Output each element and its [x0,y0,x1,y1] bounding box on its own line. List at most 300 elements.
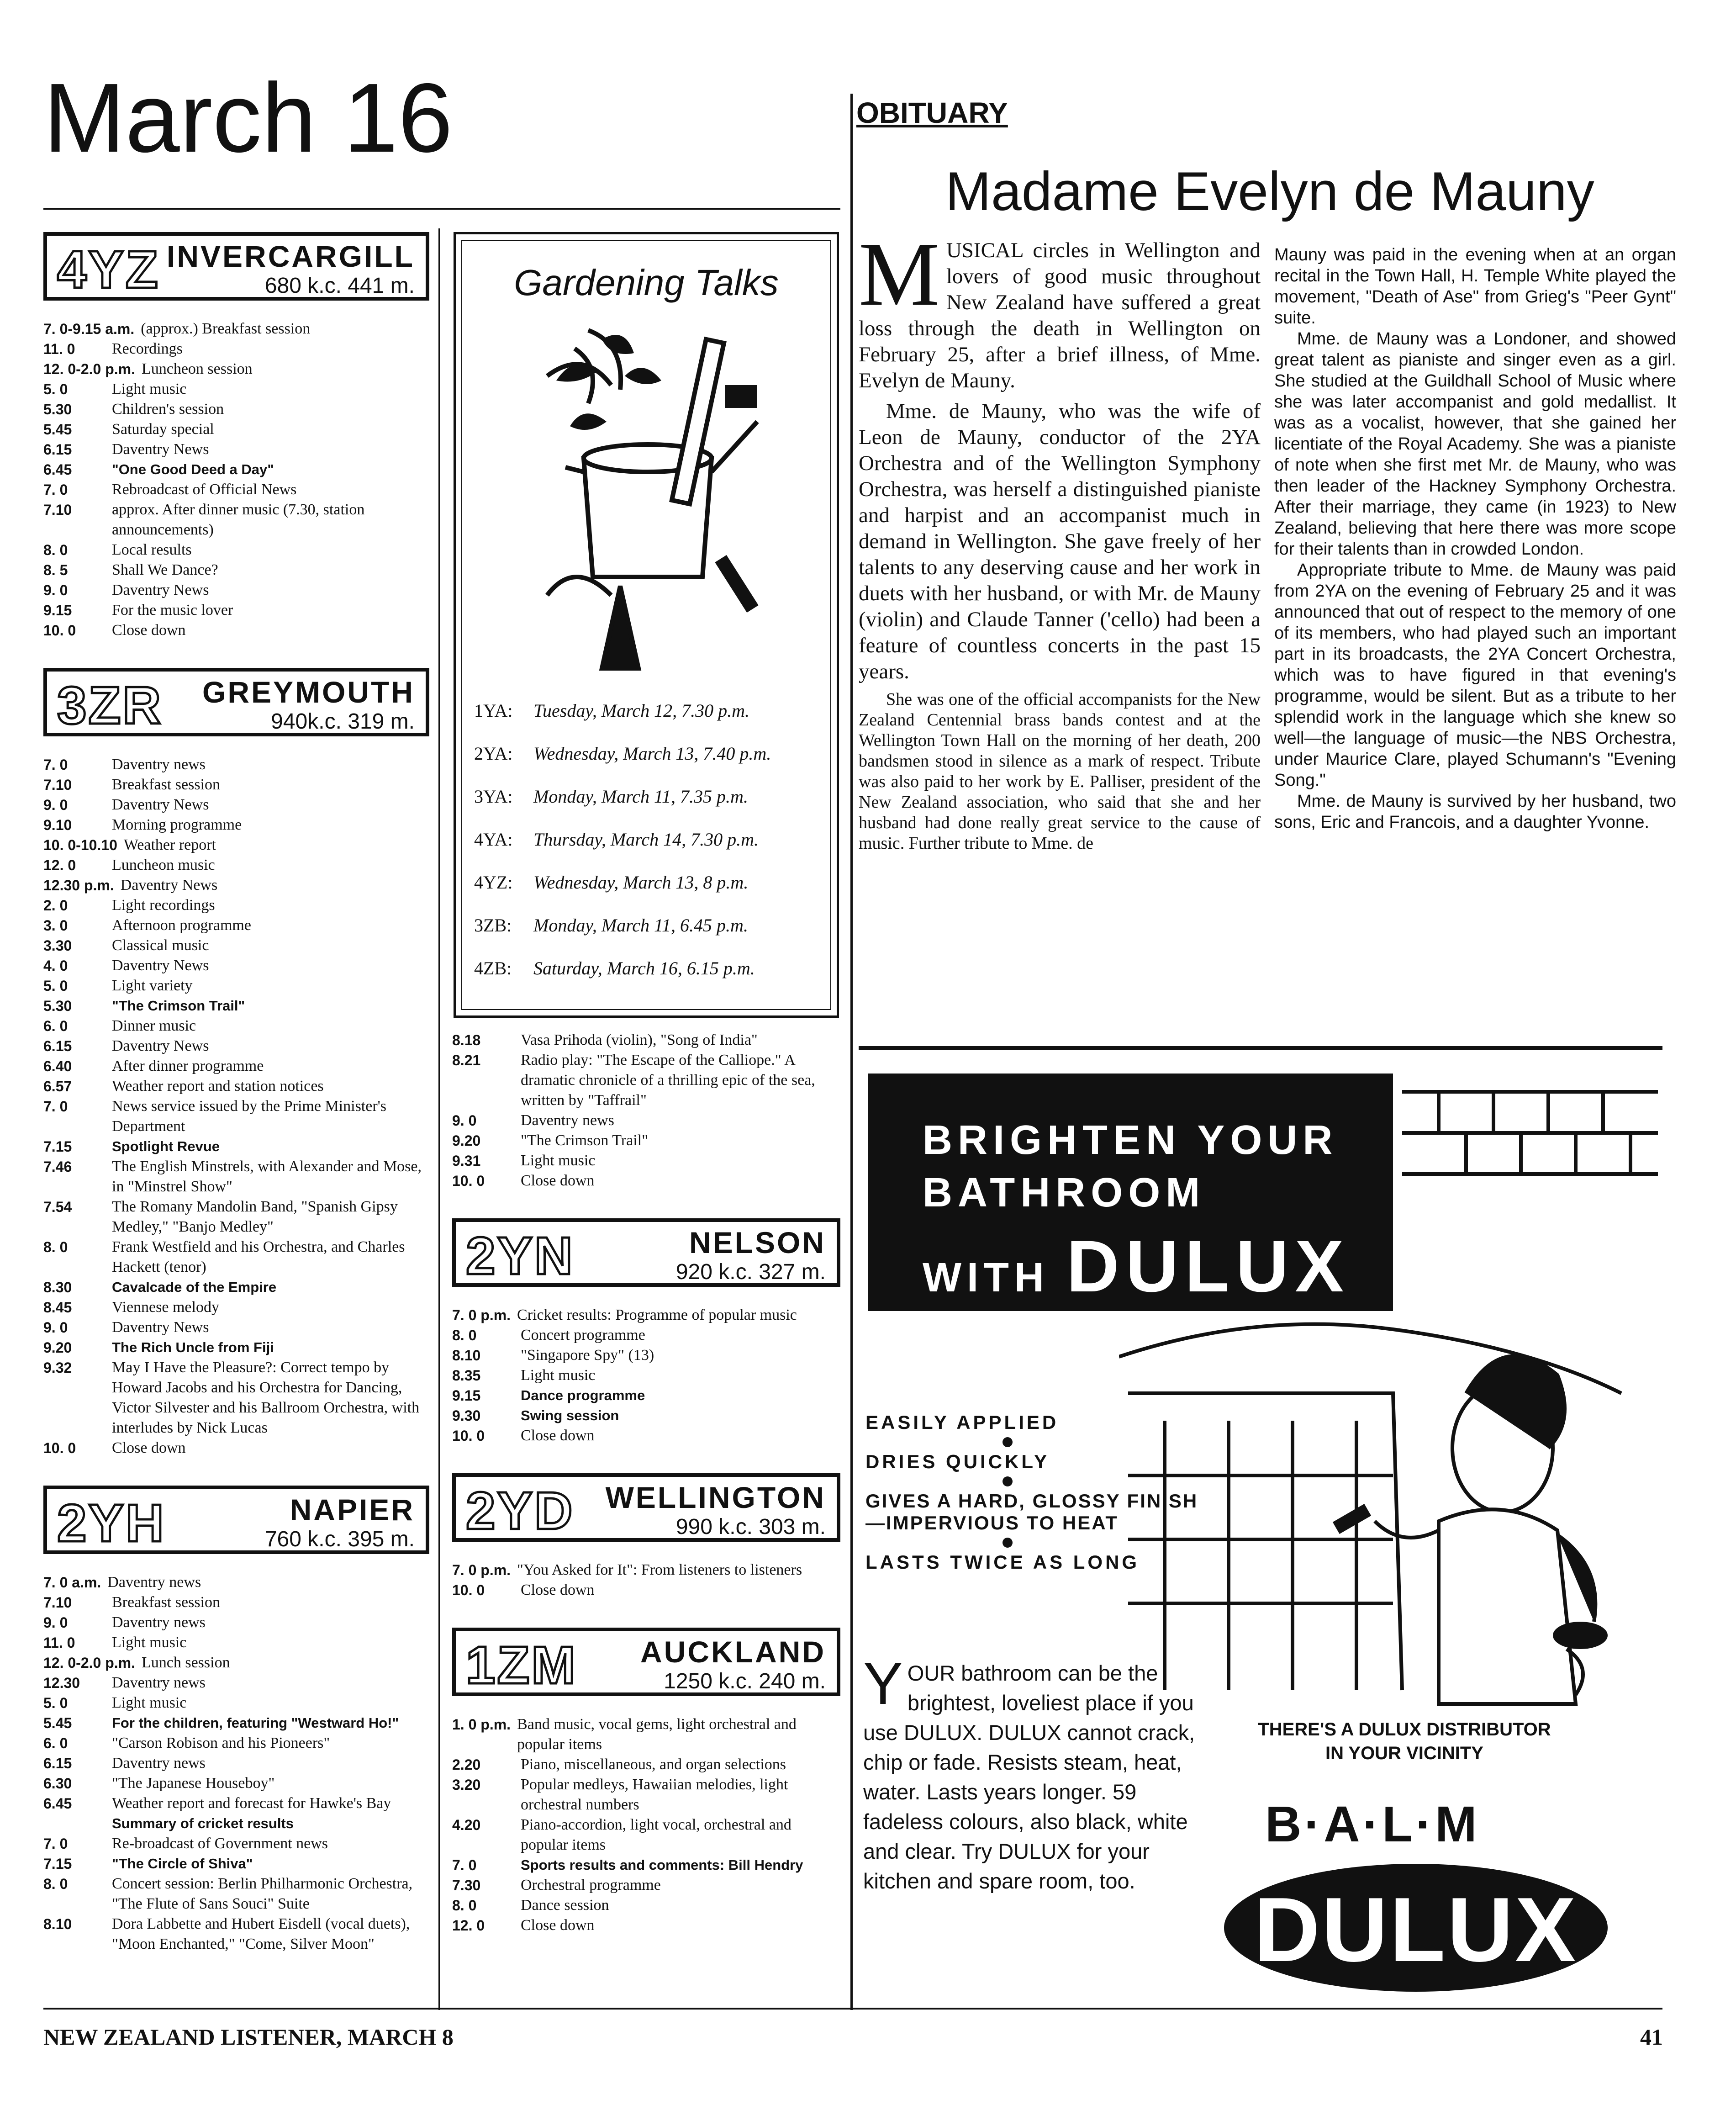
gardening-talk [474,915,812,936]
programme-title: Dinner music [112,1017,196,1034]
programme-time: 10. 0 [43,1440,76,1456]
programme-title: Local results [112,541,192,558]
programme-list [43,755,429,1458]
programme-title: Spotlight Revue [112,1138,220,1154]
station-frequency: 680 k.c. 441 m. [264,274,415,298]
programme-title: The Romany Mandolin Band, "Spanish Gipsy Medley," "Banjo Medley" [112,1198,398,1235]
programme-row [43,996,429,1016]
gardening-talk [474,829,812,850]
programme-title: Dance programme [521,1387,645,1403]
programme-row [43,1157,429,1197]
dulux-logo [1224,1864,1608,1992]
programme-time: 7. 0 [43,481,68,498]
programme-row [452,1325,840,1345]
column-divider [850,94,853,2010]
programme-time [43,1814,112,1834]
programme-time: 12. 0-2.0 p.m. [43,361,135,377]
programme-row [43,419,429,439]
programme-title: Daventry news [112,756,206,773]
header-rule [43,208,840,210]
programme-title: Daventry news [107,1574,201,1591]
programme-time: 9.32 [43,1359,72,1376]
station-city: INVERCARGILL [167,239,415,273]
programme-row [43,359,429,379]
programme-time: 9.31 [452,1153,481,1169]
programme-row [452,1755,840,1775]
gardening-talk [474,786,812,807]
programme-time: 1. 0 p.m. [452,1716,511,1733]
station-call-sign: 2YH [57,1493,166,1553]
programme-row [452,1305,840,1325]
programme-title: "The Circle of Shiva" [112,1856,253,1872]
programme-title: Daventry news [112,1614,206,1631]
programme-title: Daventry news [521,1112,614,1129]
programme-title: Concert programme [521,1327,645,1343]
programme-row [452,1386,840,1406]
programme-time: 10. 0 [452,1582,485,1598]
ad-copy-dropcap: Y [863,1650,903,1717]
programme-time: 9.10 [43,817,72,833]
programme-title: (approx.) Breakfast session [141,320,311,337]
ad-body-copy [863,1650,1201,1896]
programme-title: Daventry News [112,957,209,974]
ad-feature-4: LASTS TWICE AS LONG [865,1551,1140,1573]
ad-feature-2: DRIES QUICKLY [865,1451,1050,1472]
programme-time: 11. 0 [43,341,75,357]
programme-row [43,1076,429,1096]
ad-feature-list [865,1412,1213,1577]
station-city: AUCKLAND [640,1635,826,1669]
programme-row [452,1365,840,1386]
programme-time: 5.45 [43,1715,72,1731]
programme-time: 2.20 [452,1756,481,1773]
programme-row [43,1358,429,1438]
programme-time: 12. 0 [452,1917,485,1934]
programme-row [43,1297,429,1317]
programme-time: 4. 0 [43,957,68,974]
talk-time: Wednesday, March 13, 8 p.m. [533,872,749,893]
talk-station: 4YZ: [474,872,513,893]
programme-title: Swing session [521,1407,619,1423]
programme-time: 9.20 [452,1132,481,1149]
programme-title: Close down [521,1427,595,1444]
obituary-paragraph-1: USICAL circles in Wellington and lovers of good music throughout New Zealand have suffered a great loss through the death in Wellington on February 25, after a brief illness, of Mme. Evelyn de Mauny. [859,238,1261,392]
programme-title: Breakfast session [112,776,221,793]
obituary-column-2 [1274,244,1676,833]
programme-title: Close down [521,1581,595,1598]
station-call-sign: 2YD [466,1481,575,1540]
programme-time: 6. 0 [43,1018,68,1034]
talk-time: Wednesday, March 13, 7.40 p.m. [533,743,771,764]
programme-row [43,580,429,600]
programme-title: Close down [521,1917,595,1934]
programme-row [43,795,429,815]
programme-row [452,1111,840,1131]
programme-row [43,319,429,339]
programme-time: 9. 0 [43,582,68,598]
programme-time: 6.30 [43,1775,72,1792]
station-header-2yd [452,1473,840,1542]
programme-title: Weather report and forecast for Hawke's Bay [112,1795,391,1812]
programme-title: "The Crimson Trail" [112,998,245,1014]
programme-row [452,1714,840,1755]
programme-title: Daventry news [112,1755,206,1772]
programme-row [43,1673,429,1693]
ad-distributor-line-1: THERE'S A DULUX DISTRIBUTOR [1258,1719,1551,1740]
programme-time: 7.46 [43,1158,72,1175]
programme-row [452,1775,840,1815]
programme-title: Rebroadcast of Official News [112,481,297,498]
programme-time: 9.15 [43,602,72,619]
programme-row [452,1815,840,1855]
programme-title: After dinner programme [112,1058,264,1074]
bullet-dot-icon [1003,1476,1013,1486]
programme-title: Re-broadcast of Government news [112,1835,328,1852]
station-call-sign: 3ZR [57,676,163,735]
programme-title: Luncheon session [141,360,253,377]
programme-time: 11. 0 [43,1634,75,1651]
programme-title: Cricket results: Programme of popular music [517,1306,797,1323]
obituary-rule [859,1046,1662,1050]
programme-row [43,1438,429,1458]
programme-time: 9. 0 [43,1319,68,1336]
programme-title: Weather report and station notices [112,1078,324,1095]
station-header-3zr [43,668,429,736]
programme-time: 6.15 [43,1038,72,1054]
programme-time: 9. 0 [43,797,68,813]
programme-title: Piano-accordion, light vocal, orchestral and popular items [521,1816,791,1853]
programme-time: 7.10 [43,777,72,793]
programme-row [43,1096,429,1137]
programme-title: Breakfast session [112,1594,221,1611]
programme-row [43,1733,429,1753]
programme-time: 10. 0 [43,622,76,639]
ad-distributor-line-2: IN YOUR VICINITY [1325,1743,1483,1763]
ad-distributor-note [1215,1718,1594,1765]
programme-title: Daventry News [112,582,209,598]
programme-list [452,1305,840,1446]
talk-time: Monday, March 11, 7.35 p.m. [533,786,748,807]
programme-row [43,1773,429,1793]
programme-row [452,1580,840,1600]
obituary-paragraph-3: She was one of the official accompanists for the New Zealand Centennial brass bands contest and at the Wellington Town Hall on the morning of her death, 200 bandsmen stood in silence as a mark of respect. Tribute was also paid to her work by E. Palliser, president of the New Zealand association, who said that she and her husband had done really great service to the cause of music. Further tribute to Mme. de [859,690,1261,853]
obituary-dropcap: M [859,224,940,325]
programme-title: Light recordings [112,897,215,914]
ad-headline-with: WITH [923,1255,1066,1301]
programme-row [43,1036,429,1056]
programme-title: "You Asked for It": From listeners to listeners [517,1561,802,1578]
footer-page-number: 41 [1640,2024,1663,2050]
programme-title: For the children, featuring "Westward Ho!" [112,1715,399,1731]
station-frequency: 940k.c. 319 m. [271,709,415,734]
obituary-paragraph-4: Mauny was paid in the evening when at an organ recital in the Town Hall, H. Temple White played the movement, "Death of Ase" from Grieg's "Peer Gynt" suite. [1274,245,1676,328]
programme-title: Daventry News [112,1319,209,1336]
gardening-title: Gardening Talks [514,262,779,303]
programme-row [452,1426,840,1446]
programme-title: Viennese melody [112,1299,219,1316]
programme-time: 8.30 [43,1279,72,1296]
programme-time: 5. 0 [43,978,68,994]
programme-row [452,1151,840,1171]
programme-time: 7. 0 a.m. [43,1574,101,1591]
gardening-talks-list [474,700,812,1001]
ad-copy-text: OUR bathroom can be the brightest, loveliest place if you use DULUX. DULUX cannot crack, chip or fade. Resists steam, heat, water. Lasts years longer. 59 fadeless colours, also black, white and clear. Try DULUX for your kitchen and spare room, too. [863,1661,1195,1893]
programme-time: 6.57 [43,1078,72,1095]
programme-title: "One Good Deed a Day" [112,461,274,477]
programme-row [43,895,429,915]
programme-row [452,1050,840,1111]
programme-time: 9.15 [452,1387,481,1404]
programme-row [43,1016,429,1036]
programme-row [452,1131,840,1151]
station-header-4yz [43,232,429,301]
ad-headline-line-2: BATHROOM [923,1170,1206,1216]
balm-wordmark: B·A·L·M [1265,1796,1480,1852]
programme-row [43,1277,429,1297]
programme-time: 8.35 [452,1367,481,1384]
programme-title: Light variety [112,977,193,994]
programme-time: 12. 0 [43,857,76,873]
programme-title: Lunch session [141,1654,230,1671]
programme-row [43,339,429,359]
programme-title: Light music [521,1367,596,1384]
ad-headline-line-1: BRIGHTEN YOUR [923,1117,1338,1163]
station-city: WELLINGTON [605,1481,826,1514]
obituary-paragraph-7: Mme. de Mauny is survived by her husband, two sons, Eric and Francois, and a daughter Yvonne. [1274,792,1676,832]
programme-time: 6. 0 [43,1735,68,1751]
programme-title: Light music [521,1152,596,1169]
programme-title: Popular medleys, Hawaiian melodies, light orchestral numbers [521,1776,788,1813]
programme-title: Dance session [521,1897,609,1914]
programme-title: News service issued by the Prime Minister's Department [112,1098,387,1135]
programme-title: Concert session: Berlin Philharmonic Orchestra, "The Flute of Sans Souci" Suite [112,1875,413,1912]
station-frequency: 920 k.c. 327 m. [675,1260,826,1284]
station-call-sign: 1ZM [466,1635,577,1695]
programme-row [452,1171,840,1191]
programme-time: 6.45 [43,461,72,478]
programme-title: Saturday special [112,421,214,438]
programme-row [43,875,429,895]
programme-title: "The Crimson Trail" [521,1132,649,1149]
programme-title: Daventry news [112,1674,206,1691]
talk-station: 4YA: [474,829,513,850]
programme-row [43,1056,429,1076]
programme-list [43,1572,429,1954]
ad-headline-brand: DULUX [1066,1225,1351,1307]
programme-row [43,1713,429,1733]
programme-title: Light music [112,1634,187,1651]
programme-title: Radio play: "The Escape of the Calliope." A dramatic chronicle of a thrilling epic of the sea, written by "Taffrail" [521,1052,815,1109]
programme-row [43,1753,429,1773]
programme-row [43,815,429,835]
obituary-label: OBITUARY [856,96,1008,129]
talk-time: Monday, March 11, 6.45 p.m. [533,915,748,936]
programme-time: 8. 0 [43,542,68,558]
programme-time: 5. 0 [43,381,68,397]
programme-row [452,1030,840,1050]
ad-feature-3: GIVES A HARD, GLOSSY FINISH—IMPERVIOUS TO HEAT [865,1490,1198,1534]
programme-title: Daventry News [120,877,218,894]
gardening-talks-box [454,232,839,1018]
programme-row [452,1895,840,1915]
programme-row [43,1613,429,1633]
station-header-2yh [43,1486,429,1554]
programme-row [43,915,429,936]
programme-row [43,1338,429,1358]
programme-row [452,1915,840,1936]
programme-time: 6.45 [43,1795,72,1812]
programme-time: 3. 0 [43,917,68,934]
footer-publication: NEW ZEALAND LISTENER, MARCH 8 [43,2024,454,2050]
programme-time: 6.15 [43,1755,72,1772]
talk-station: 4ZB: [474,958,512,978]
programme-title: Band music, vocal gems, light orchestral and popular items [517,1716,797,1753]
programme-row [452,1406,840,1426]
programme-row [43,620,429,640]
programme-title: "The Japanese Houseboy" [112,1775,275,1792]
programme-row [43,540,429,560]
programme-time: 7.30 [452,1877,481,1893]
programme-title: Cavalcade of the Empire [112,1279,277,1295]
programme-row [43,1137,429,1157]
programme-time: 4.20 [452,1817,481,1833]
station-header-1zm [452,1628,840,1696]
programme-row [43,1854,429,1874]
obituary-paragraph-5: Mme. de Mauny was a Londoner, and showed great talent as pianiste and singer even as a girl. She studied at the Guildhall School of Music where she was later accompanist and gold medallist. It was as a vocalist, however, that she gained her licentiate of the Royal Academy. She was a pianiste of note when she first met Mr. de Mauny, who was then leader of the Hackney Symphony Orchestra. After their marriage, they came (in 1923) to New Zealand, believing that here there was more scope for their talents than in crowded London. [1274,329,1676,559]
programme-row [43,1317,429,1338]
obituary-paragraph-2: Mme. de Mauny, who was the wife of Leon de Mauny, conductor of the 2YA Orchestra and of the Wellington Symphony Orchestra, was herself a distinguished pianiste and harpist and an accompanist much in demand in Wellington. She gave freely of her talents to any deserving cause and her work in duets with her husband, or with Mr. de Mauny (violin) and Claude Tanner ('cello) had been a feature of countless concerts in the past 15 years. [859,399,1261,683]
programme-row [43,379,429,399]
programme-time: 9.20 [43,1339,72,1356]
programme-row [43,936,429,956]
programme-time: 7. 0 [452,1857,477,1873]
station-header-2yn [452,1218,840,1287]
programme-row [43,1693,429,1713]
programme-time: 8.18 [452,1032,481,1048]
programme-title: Light music [112,381,187,397]
gardening-talk [474,958,812,979]
programme-row [43,1874,429,1914]
programme-list [43,319,429,640]
programme-time: 8. 0 [43,1876,68,1892]
programme-time: 12. 0-2.0 p.m. [43,1655,135,1671]
programme-row [43,460,429,480]
programme-row [43,1814,429,1834]
bullet-dot-icon [1003,1437,1013,1447]
programme-row [43,755,429,775]
programme-list [452,1714,840,1936]
talk-station: 3YA: [474,786,513,807]
programme-time: 2. 0 [43,897,68,914]
programme-row [43,1834,429,1854]
footer-rule [43,2008,1662,2010]
programme-time: 5.30 [43,998,72,1014]
programme-list [452,1030,840,1191]
programme-time: 7.15 [43,1138,72,1155]
programme-title: Close down [521,1172,595,1189]
programme-time: 8. 5 [43,562,68,578]
programme-time: 12.30 [43,1675,80,1691]
gardening-talk [474,700,812,721]
obituary-column-1 [859,224,1261,858]
programme-time: 7.10 [43,502,72,518]
gardening-talk [474,743,812,764]
programme-title: For the music lover [112,602,233,619]
programme-title: Light music [112,1694,187,1711]
station-frequency: 760 k.c. 395 m. [264,1527,415,1551]
programme-time: 9.30 [452,1407,481,1424]
programme-row [43,855,429,875]
programme-time: 7.15 [43,1856,72,1872]
bullet-dot-icon [1003,1538,1013,1548]
programme-time: 8.21 [452,1052,481,1068]
programme-time: 12.30 p.m. [43,877,114,894]
programme-title: Close down [112,622,186,639]
programme-time: 8. 0 [452,1897,477,1914]
station-city: GREYMOUTH [202,675,415,709]
programme-row [43,1914,429,1954]
programme-row [43,835,429,855]
station-city: NAPIER [290,1493,415,1527]
programme-row [43,1572,429,1592]
programme-title: Summary of cricket results [112,1815,294,1831]
programme-row [43,1592,429,1613]
programme-row [43,775,429,795]
programme-time: 3.20 [452,1777,481,1793]
programme-time: 8.10 [43,1916,72,1932]
programme-row [43,480,429,500]
programme-row [43,1633,429,1653]
station-call-sign: 4YZ [57,240,160,299]
programme-time: 7.54 [43,1199,72,1215]
left-column [43,232,429,1982]
programme-row [452,1875,840,1895]
programme-time: 8. 0 [452,1327,477,1343]
programme-title: The Rich Uncle from Fiji [112,1339,274,1355]
garden-tools-illustration [520,321,766,677]
programme-title: Daventry News [112,441,209,458]
programme-title: Luncheon music [112,857,215,873]
talk-time: Tuesday, March 12, 7.30 p.m. [533,700,749,721]
programme-time: 7. 0 p.m. [452,1562,511,1578]
programme-title: Piano, miscellaneous, and organ selections [521,1756,786,1773]
programme-time: 9. 0 [452,1112,477,1129]
programme-time: 8.45 [43,1299,72,1316]
programme-row [43,399,429,419]
programme-row [43,600,429,620]
programme-row [43,1237,429,1277]
station-call-sign: 2YN [466,1226,575,1285]
station-frequency: 990 k.c. 303 m. [675,1515,826,1539]
programme-title: Orchestral programme [521,1877,661,1893]
obituary-paragraph-6: Appropriate tribute to Mme. de Mauny was paid from 2YA on the evening of February 25 and it was announced that out of respect to the memory of one of its members, who had played such an important part in its broadcasts, the 2YA Concert Orchestra, which was to have figured in that evening's programme, would be silent. But as a tribute to her splendid work in the language which she knew so well—the language of music—the NBS Orchestra, under Maurice Clare, played Schumann's "Evening Song." [1274,561,1676,790]
programme-time: 7. 0 p.m. [452,1307,511,1323]
talk-time: Thursday, March 14, 7.30 p.m. [533,829,759,850]
programme-time: 5.30 [43,401,72,418]
programme-row [43,976,429,996]
programme-title: Daventry News [112,796,209,813]
talk-station: 2YA: [474,743,513,764]
gardening-talk [474,872,812,893]
talk-station: 1YA: [474,700,513,721]
programme-title: Classical music [112,937,209,954]
programme-time: 6.15 [43,441,72,458]
programme-title: Recordings [112,340,183,357]
programme-title: Weather report [123,836,216,853]
programme-title: "Carson Robison and his Pioneers" [112,1735,330,1751]
programme-time: 7. 0-9.15 a.m. [43,321,135,337]
programme-time: 10. 0 [452,1428,485,1444]
